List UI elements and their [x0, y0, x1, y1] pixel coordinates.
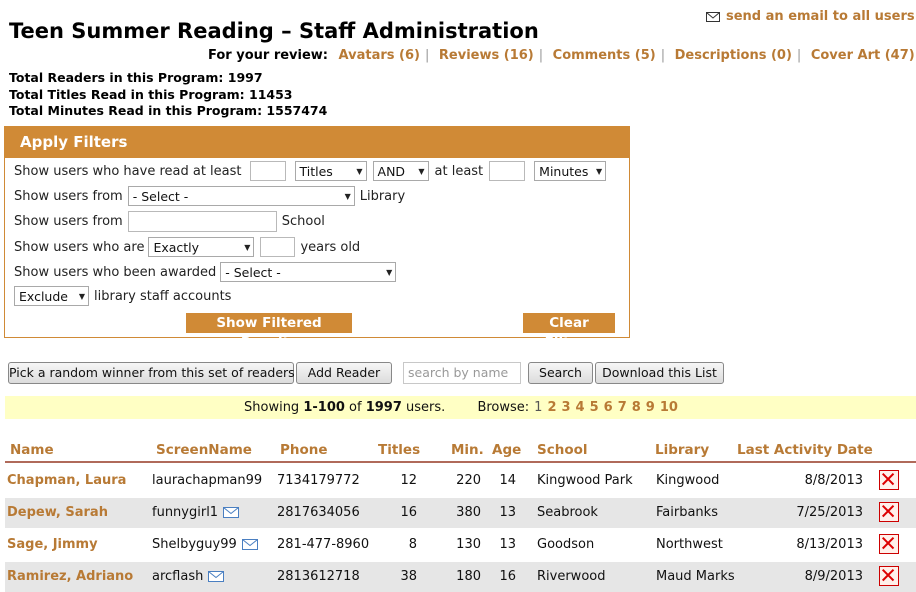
column-header-age[interactable]: Age	[492, 442, 522, 458]
pagination-info	[244, 396, 678, 419]
staff-mode-select[interactable]	[14, 286, 89, 306]
review-descriptions-link[interactable]: Descriptions (0)	[674, 48, 792, 63]
filter-read-row	[14, 161, 606, 181]
cell-phone: 7134179772	[277, 473, 360, 488]
showing-suffix: users.	[406, 400, 446, 415]
separator: |	[538, 48, 544, 63]
page-link-5[interactable]: 5	[589, 400, 599, 415]
titles-count-input[interactable]	[250, 161, 286, 181]
column-header-school[interactable]: School	[537, 442, 588, 458]
cell-age: 14	[499, 473, 516, 488]
page-link-4[interactable]: 4	[575, 400, 585, 415]
dropdown-arrow-icon: ▼	[418, 166, 425, 176]
total-readers-stat: Total Readers in this Program: 1997	[9, 70, 263, 85]
cell-screen: funnygirl1	[152, 498, 239, 528]
age-mode-value: Exactly	[153, 239, 200, 255]
review-comments-link[interactable]: Comments (5)	[552, 48, 656, 63]
add-reader-button[interactable]: Add Reader	[296, 362, 392, 384]
column-header-library[interactable]: Library	[655, 442, 710, 458]
email-all-users-link[interactable]	[706, 9, 915, 24]
users-from-school-label: Show users from	[14, 214, 123, 229]
table-row	[5, 466, 916, 496]
filter-age-row	[14, 237, 360, 257]
cell-name[interactable]: Depew, Sarah	[7, 505, 108, 520]
cell-name[interactable]: Sage, Jimmy	[7, 537, 98, 552]
review-cover-art-link[interactable]: Cover Art (47)	[810, 48, 915, 63]
dropdown-arrow-icon: ▼	[356, 166, 363, 176]
total-titles-stat: Total Titles Read in this Program: 11453	[9, 87, 293, 102]
total-minutes-stat: Total Minutes Read in this Program: 1557474	[9, 103, 328, 118]
cell-school: Seabrook	[537, 505, 598, 520]
award-select[interactable]	[220, 262, 396, 282]
download-list-button[interactable]: Download this List	[595, 362, 724, 384]
award-select-value: - Select -	[225, 264, 281, 280]
clear-filters-button[interactable]: Clear Filters	[523, 313, 615, 333]
showing-total: 1997	[365, 400, 402, 415]
dropdown-arrow-icon: ▼	[244, 242, 251, 252]
staff-accounts-label: library staff accounts	[94, 288, 232, 304]
cell-date: 7/25/2013	[796, 505, 863, 520]
cell-titles: 8	[408, 537, 417, 552]
cell-age: 16	[499, 569, 516, 584]
cell-library: Fairbanks	[656, 505, 718, 520]
dropdown-arrow-icon: ▼	[596, 166, 603, 176]
showing-prefix: Showing	[244, 400, 300, 415]
table-row	[5, 562, 916, 592]
minutes-count-input[interactable]	[489, 161, 525, 181]
pagination-bar	[5, 396, 916, 419]
cell-date: 8/9/2013	[804, 569, 863, 584]
browse-label: Browse:	[477, 400, 530, 415]
conjunction-select[interactable]	[373, 161, 429, 181]
random-winner-button[interactable]: Pick a random winner from this set of readers	[8, 362, 294, 384]
age-input[interactable]	[260, 237, 295, 257]
page-link-1[interactable]: 1	[534, 400, 543, 415]
page-link-9[interactable]: 9	[645, 400, 655, 415]
unit2-value: Minutes	[539, 163, 589, 179]
column-header-screenname[interactable]: ScreenName	[156, 442, 252, 458]
cell-phone: 281-477-8960	[277, 537, 370, 552]
envelope-icon	[706, 12, 720, 22]
library-select-value: - Select -	[132, 188, 189, 204]
page-link-10[interactable]: 10	[659, 400, 678, 415]
staff-mode-value: Exclude	[19, 288, 68, 304]
filter-library-row	[14, 186, 405, 206]
page-link-2[interactable]: 2	[547, 400, 557, 415]
page-link-3[interactable]: 3	[561, 400, 571, 415]
separator: |	[660, 48, 666, 63]
age-mode-select[interactable]	[148, 237, 254, 257]
search-button[interactable]: Search	[528, 362, 593, 384]
users-from-label: Show users from	[14, 188, 123, 204]
cell-date: 8/13/2013	[796, 537, 863, 552]
show-filtered-results-button[interactable]: Show Filtered Results	[186, 313, 352, 333]
column-header-titles[interactable]: Titles	[378, 442, 421, 458]
email-all-users-label: send an email to all users	[726, 9, 915, 24]
page-link-8[interactable]: 8	[631, 400, 641, 415]
cell-titles: 16	[400, 505, 417, 520]
filter-school-row	[14, 211, 325, 232]
cell-age: 13	[499, 537, 516, 552]
column-header-phone[interactable]: Phone	[280, 442, 328, 458]
cell-library: Maud Marks	[656, 569, 735, 584]
library-label: Library	[359, 188, 406, 204]
showing-range: 1-100	[303, 400, 345, 415]
review-label: For your review:	[208, 48, 329, 63]
delete-icon[interactable]	[879, 566, 899, 586]
review-avatars-link[interactable]: Avatars (6)	[338, 48, 420, 63]
column-header-minutes[interactable]: Min.	[451, 442, 484, 458]
cell-min: 220	[456, 473, 481, 488]
cell-screen: Shelbyguy99	[152, 530, 258, 560]
unit1-select[interactable]	[295, 161, 367, 181]
filter-staff-row	[14, 286, 231, 306]
filter-read-label: Show users who have read at least	[14, 163, 242, 179]
separator: |	[424, 48, 430, 63]
cell-titles: 38	[400, 569, 417, 584]
library-select[interactable]	[128, 186, 355, 206]
mail-icon[interactable]	[208, 571, 224, 582]
mail-icon[interactable]	[223, 507, 239, 518]
dropdown-arrow-icon: ▼	[78, 291, 85, 301]
who-are-label: Show users who are	[14, 239, 145, 255]
cell-school: Goodson	[537, 537, 595, 552]
separator: |	[796, 48, 802, 63]
cell-screen: laurachapman99	[152, 473, 263, 488]
cell-phone: 2817634056	[277, 505, 360, 520]
page-link-6[interactable]: 6	[603, 400, 613, 415]
delete-icon[interactable]	[879, 534, 899, 554]
cell-school: Kingwood Park	[537, 473, 633, 488]
cell-min: 180	[456, 569, 481, 584]
cell-school: Riverwood	[537, 569, 606, 584]
cell-date: 8/8/2013	[804, 473, 863, 488]
x-mark-icon	[880, 471, 898, 489]
cell-min: 380	[456, 505, 481, 520]
cell-age: 13	[499, 505, 516, 520]
cell-library: Northwest	[656, 537, 723, 552]
at-least-label: at least	[434, 163, 484, 179]
years-old-label: years old	[300, 239, 361, 255]
page-title: Teen Summer Reading – Staff Administration	[9, 19, 539, 43]
awarded-label: Show users who been awarded	[14, 264, 217, 280]
delete-icon[interactable]	[879, 470, 899, 490]
conjunction-value: AND	[377, 163, 406, 179]
x-mark-icon	[880, 503, 898, 521]
dropdown-arrow-icon: ▼	[344, 191, 351, 201]
column-header-name[interactable]: Name	[10, 442, 54, 458]
cell-titles: 12	[400, 473, 417, 488]
delete-icon[interactable]	[879, 502, 899, 522]
cell-name[interactable]: Chapman, Laura	[7, 473, 127, 488]
school-input[interactable]	[128, 211, 277, 232]
unit2-select[interactable]	[534, 161, 606, 181]
showing-of: of	[349, 400, 362, 415]
x-mark-icon	[880, 535, 898, 553]
school-label: School	[281, 214, 325, 229]
filter-award-row	[14, 262, 396, 282]
cell-min: 130	[456, 537, 481, 552]
table-row	[5, 498, 916, 528]
cell-name[interactable]: Ramirez, Adriano	[7, 569, 134, 584]
review-reviews-link[interactable]: Reviews (16)	[438, 48, 534, 63]
filters-panel	[4, 126, 630, 351]
cell-phone: 2813612718	[277, 569, 360, 584]
dropdown-arrow-icon: ▼	[386, 267, 393, 277]
unit1-value: Titles	[299, 163, 333, 179]
mail-icon[interactable]	[242, 539, 258, 550]
search-input[interactable]: search by name	[403, 362, 521, 384]
x-mark-icon	[880, 567, 898, 585]
cell-screen: arcflash	[152, 562, 224, 592]
review-links-bar	[208, 48, 915, 63]
page-link-7[interactable]: 7	[617, 400, 627, 415]
cell-library: Kingwood	[656, 473, 720, 488]
header-divider	[5, 461, 916, 463]
filters-heading: Apply Filters	[5, 127, 629, 158]
column-header-last-activity[interactable]: Last Activity Date	[737, 442, 873, 458]
table-row	[5, 530, 916, 560]
